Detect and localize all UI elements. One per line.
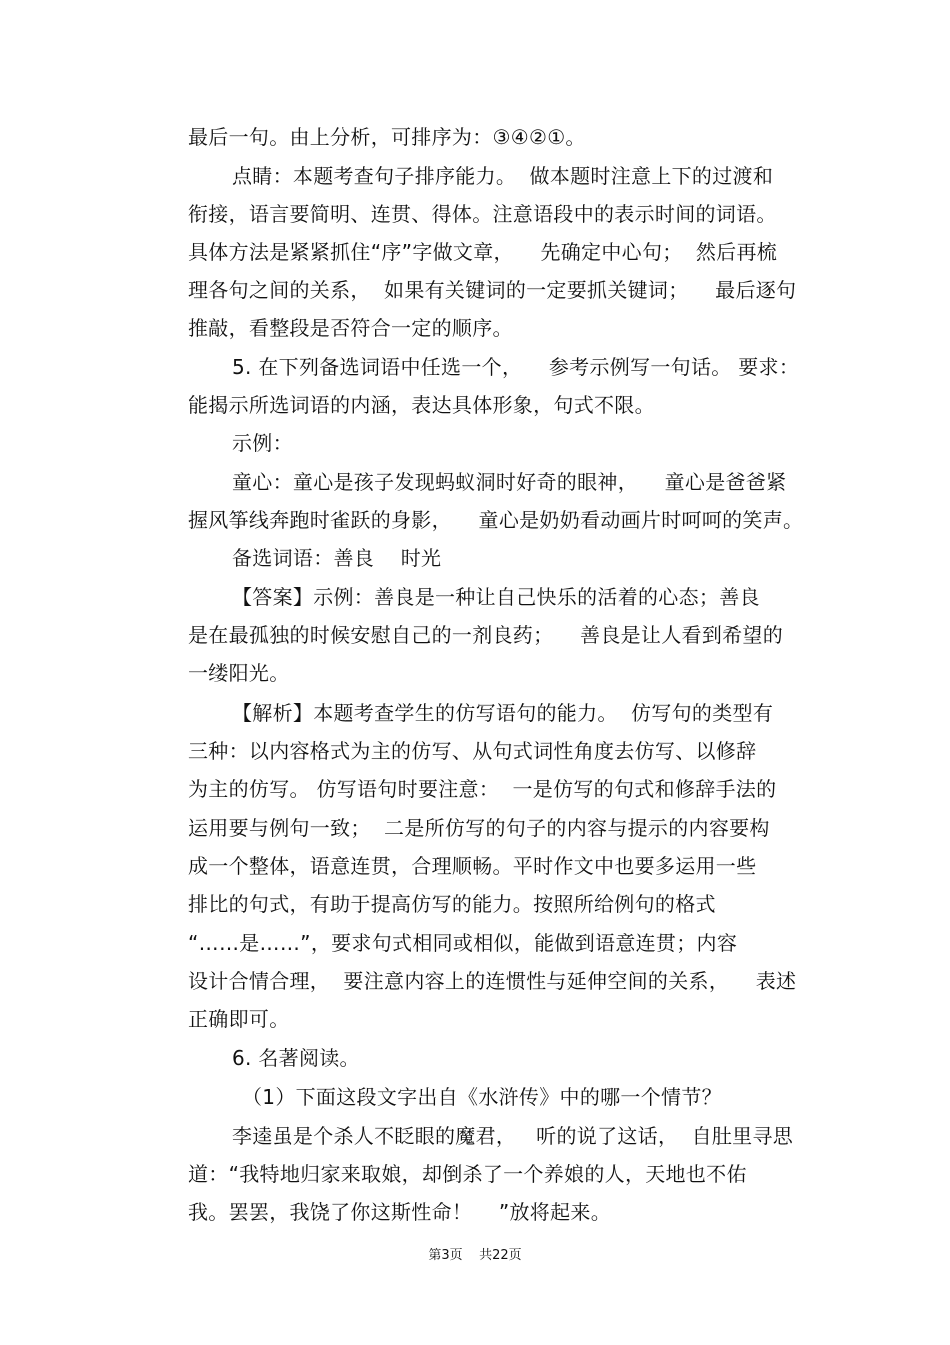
text-line: 设计合情合理， 要注意内容上的连惯性与延伸空间的关系， 表述 bbox=[188, 969, 797, 993]
text-line: “……是……”，要求句式相同或相似，能做到语意连贯；内容 bbox=[188, 931, 738, 955]
text-line: 5. 在下列备选词语中任选一个， 参考示例写一句话。 要求： bbox=[232, 355, 800, 379]
text-line: 能揭示所选词语的内涵，表达具体形象，句式不限。 bbox=[188, 393, 655, 417]
text-line: 推敲，看整段是否符合一定的顺序。 bbox=[188, 316, 513, 340]
text-line: 衔接，语言要简明、连贯、得体。注意语段中的表示时间的词语。 bbox=[188, 202, 777, 226]
text-line: 李逵虽是个杀人不眨眼的魔君， 听的说了这话， 自肚里寻思 bbox=[232, 1124, 794, 1148]
text-line: 正确即可。 bbox=[188, 1007, 290, 1031]
text-line: 握风筝线奔跑时雀跃的身影， 童心是奶奶看动画片时呵呵的笑声。 bbox=[188, 508, 804, 532]
text-line: 6. 名著阅读。 bbox=[232, 1046, 360, 1070]
text-line: 运用要与例句一致； 二是所仿写的句子的内容与提示的内容要构 bbox=[188, 816, 770, 840]
text-line: 是在最孤独的时候安慰自己的一剂良药； 善良是让人看到希望的 bbox=[188, 623, 784, 647]
text-line: 具体方法是紧紧抓住“序”字做文章， 先确定中心句； 然后再梳 bbox=[188, 240, 778, 264]
text-line: 点睛：本题考查句子排序能力。 做本题时注意上下的过渡和 bbox=[232, 164, 774, 188]
text-line: 排比的句式，有助于提高仿写的能力。按照所给例句的格式 bbox=[188, 892, 716, 916]
text-line: 我。罢罢，我饶了你这斯性命！ ”放将起来。 bbox=[188, 1200, 611, 1224]
text-line: 最后一句。由上分析，可排序为：③④②①。 bbox=[188, 125, 586, 149]
text-line: 成一个整体，语意连贯，合理顺畅。平时作文中也要多运用一些 bbox=[188, 854, 757, 878]
text-line: 为主的仿写。 仿写语句时要注意： 一是仿写的句式和修辞手法的 bbox=[188, 777, 777, 801]
text-line: 三种：以内容格式为主的仿写、从句式词性角度去仿写、以修辞 bbox=[188, 739, 757, 763]
text-line: 备选词语：善良 时光 bbox=[232, 546, 442, 570]
text-line: 示例： bbox=[232, 431, 293, 455]
text-line: 【解析】本题考查学生的仿写语句的能力。 仿写句的类型有 bbox=[232, 701, 774, 725]
text-line: 道：“我特地归家来取娘，却倒杀了一个养娘的人，天地也不佑 bbox=[188, 1162, 747, 1186]
text-line: 理各句之间的关系， 如果有关键词的一定要抓关键词； 最后逐句 bbox=[188, 278, 797, 302]
text-line: 童心：童心是孩子发现蚂蚁洞时好奇的眼神， 童心是爸爸紧 bbox=[232, 470, 787, 494]
page-number-footer: 第3页 共22页 bbox=[428, 1248, 522, 1263]
text-line: 【答案】示例：善良是一种让自己快乐的活着的心态；善良 bbox=[232, 585, 760, 609]
text-line: 一缕阳光。 bbox=[188, 661, 290, 685]
text-line: （1）下面这段文字出自《水浒传》中的哪一个情节？ bbox=[242, 1085, 722, 1109]
